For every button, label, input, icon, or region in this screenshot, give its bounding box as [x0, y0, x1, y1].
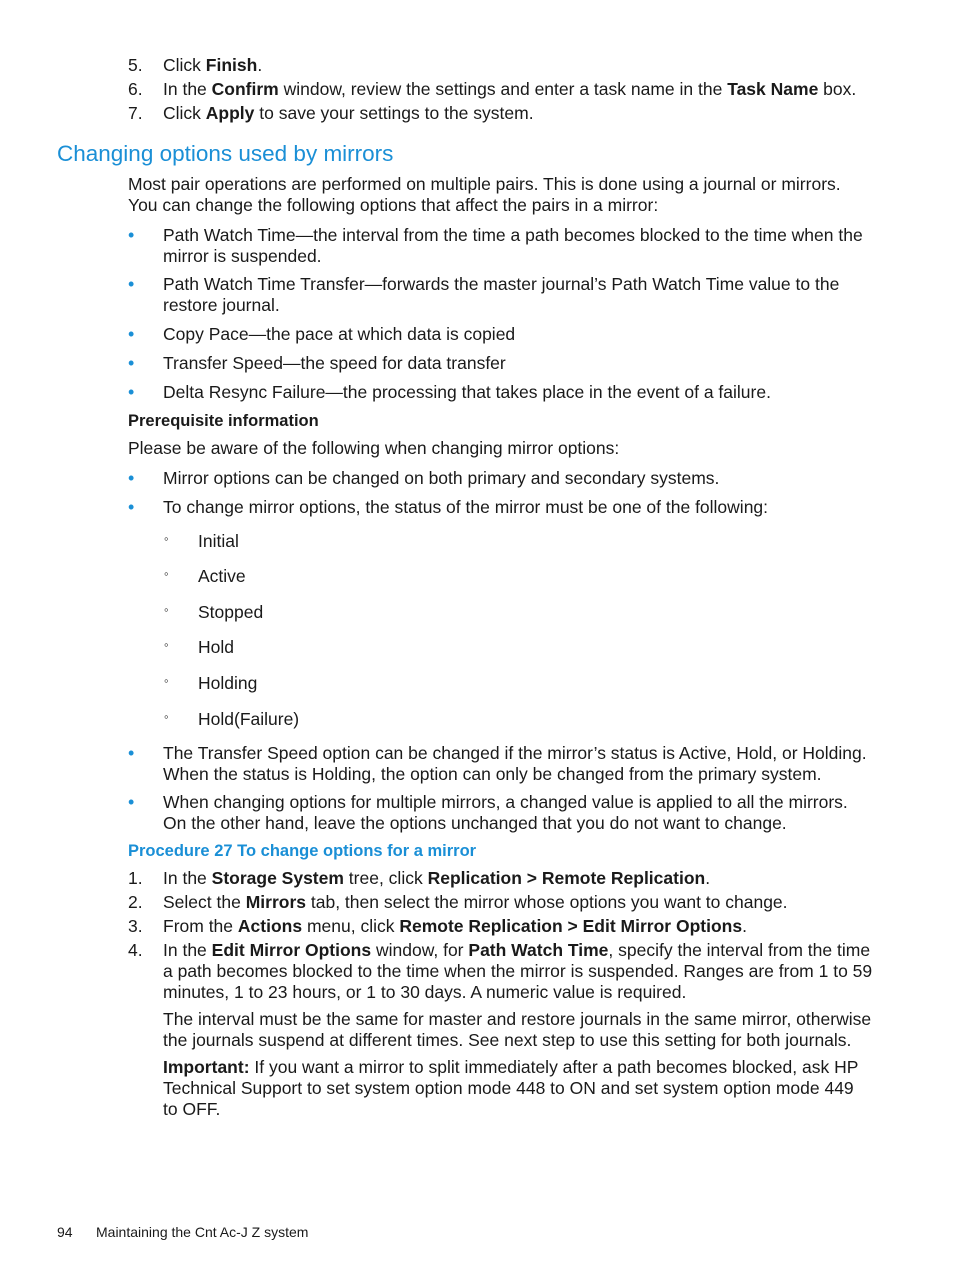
circle-bullet-icon: ◦	[164, 531, 169, 546]
bullet-icon: •	[128, 382, 135, 402]
prereq-title: Prerequisite information	[128, 412, 319, 430]
page-number: 94	[57, 1224, 73, 1240]
intro-paragraph: Most pair operations are performed on multiple pairs. This is done using a journal or mirrors. You can change the following options that affect the pairs in a mirror:	[128, 174, 841, 215]
step-number: 3.	[128, 916, 143, 936]
footer-title: Maintaining the Cnt Ac-J Z system	[96, 1224, 309, 1240]
prereq-intro: Please be aware of the following when changing mirror options:	[128, 438, 620, 458]
bullet-icon: •	[128, 743, 135, 763]
bullet-icon: •	[128, 497, 135, 517]
procedure-title: Procedure 27 To change options for a mirror	[128, 842, 477, 860]
circle-bullet-icon: ◦	[164, 602, 169, 617]
circle-bullet-icon: ◦	[164, 566, 169, 581]
step-text: Select the Mirrors tab, then select the mirror whose options you want to change.	[163, 892, 788, 912]
bullet-icon: •	[128, 468, 135, 488]
section-heading: Changing options used by mirrors	[57, 141, 394, 166]
important-label: Important:	[163, 1057, 250, 1077]
step-text: In the Storage System tree, click Replication > Remote Replication.	[163, 868, 711, 888]
step-text: In the Confirm window, review the settings and enter a task name in the Task Name box.	[163, 79, 857, 99]
circle-bullet-icon: ◦	[164, 673, 169, 688]
step-number: 5.	[128, 55, 143, 75]
step-text: In the Edit Mirror Options window, for Path Watch Time, specify the interval from the time a path becomes blocked to the time when the mirror is suspended. Ranges are from 1 to 59 minutes, 1 to 23 hours, or 1 to 30 days. A numeric value is required.	[163, 940, 873, 1002]
bullet-icon: •	[128, 225, 135, 245]
step-text: From the Actions menu, click Remote Replication > Edit Mirror Options.	[163, 916, 747, 936]
circle-bullet-icon: ◦	[164, 637, 169, 652]
step-number: 4.	[128, 940, 143, 960]
bullet-icon: •	[128, 324, 135, 344]
important-note	[163, 1057, 873, 1120]
step-number: 1.	[128, 868, 143, 888]
step-4-note: The interval must be the same for master and restore journals in the same mirror, otherwise the journals suspend at different times. See next step to use this setting for both journals.	[163, 1009, 872, 1050]
bullet-icon: •	[128, 274, 135, 294]
step-number: 2.	[128, 892, 143, 912]
circle-bullet-icon: ◦	[164, 709, 169, 724]
bullet-icon: •	[128, 353, 135, 373]
step-text: Click Finish.	[163, 55, 263, 75]
important-text: If you want a mirror to split immediately after a path becomes blocked, ask HP Technical Support to set system option mode 448 to ON and set system option mode 449 to OFF.	[163, 1057, 859, 1119]
step-number: 7.	[128, 103, 143, 123]
step-text: Click Apply to save your settings to the system.	[163, 103, 534, 123]
step-number: 6.	[128, 79, 143, 99]
bullet-icon: •	[128, 792, 135, 812]
